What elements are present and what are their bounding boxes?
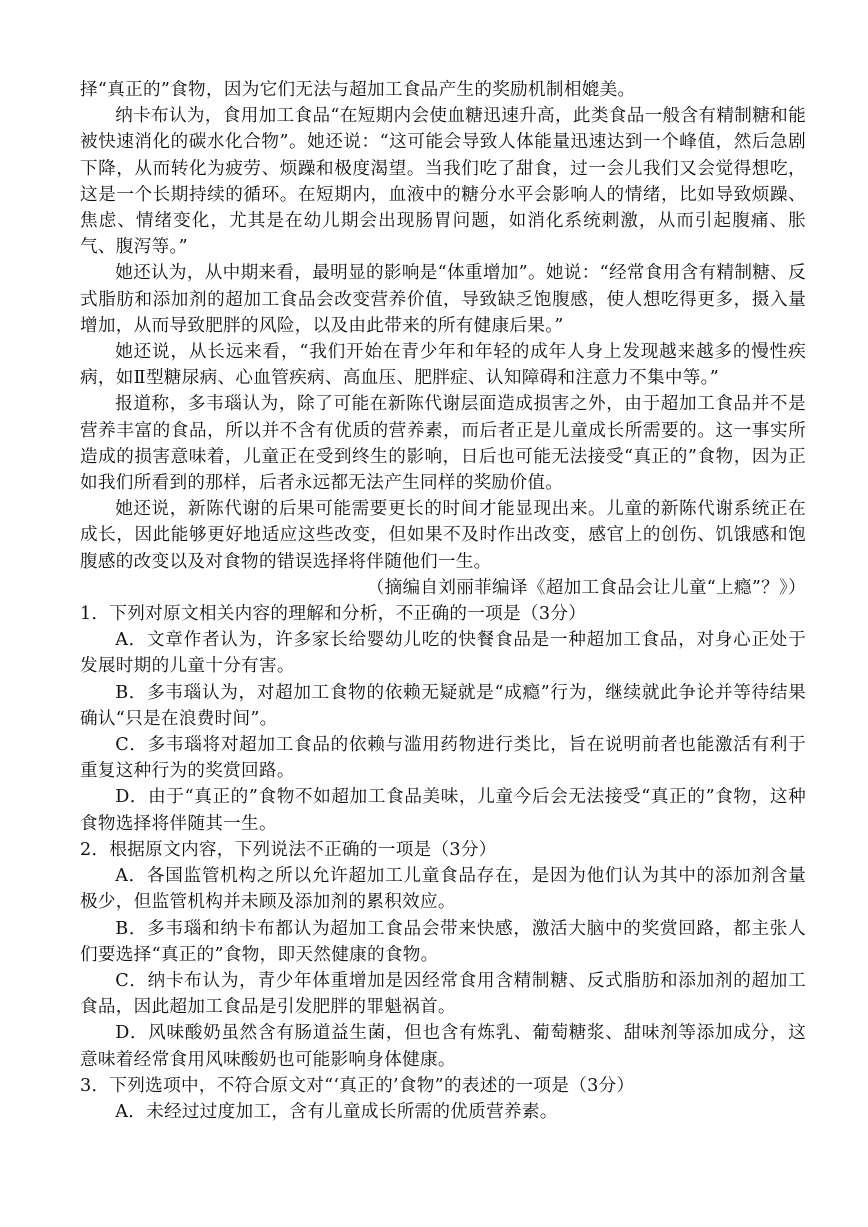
question-stem: 3．下列选项中，不符合原文对“‘真正的’食物”的表述的一项是（3分） [80, 1075, 635, 1096]
question-option: B．多韦瑙认为，对超加工食物的依赖无疑就是“成瘾”行为，继续就此争论并等待结果确认“只是在浪费时间”。 [80, 682, 806, 729]
passage-paragraph: 报道称，多韦瑙认为，除了可能在新陈代谢层面造成损害之外，由于超加工食品并不是营养丰富的食品，所以并不含有优质的营养素，而后者正是儿童成长所需要的。这一事实所造成的损害意味着，儿童正在受到终生的影响，日后也可能无法接受“真正的”食物，因为正如我们所看到的那样，后者永远都无法产生同样的奖励价值。 [80, 394, 806, 494]
question-option: A．未经过过度加工，含有儿童成长所需的优质营养素。 [115, 1101, 558, 1122]
question-3 [80, 1073, 806, 1125]
question-stem: 2．根据原文内容，下列说法不正确的一项是（3分） [80, 839, 497, 860]
question-option: D．风味酸奶虽然含有肠道益生菌，但也含有炼乳、葡萄糖浆、甜味剂等添加成分，这意味着经常食用风味酸奶也可能影响身体健康。 [80, 1023, 806, 1070]
question-stem: 1．下列对原文相关内容的理解和分析，不正确的一项是（3分） [80, 604, 587, 625]
question-option: A．文章作者认为，许多家长给婴幼儿吃的快餐食品是一种超加工食品，对身心正处于发展时期的儿童十分有害。 [80, 630, 806, 677]
question-option: A．各国监管机构之所以允许超加工儿童食品存在，是因为他们认为其中的添加剂含量极少，但监管机构并未顾及添加剂的累积效应。 [80, 866, 806, 913]
question-option: D．由于“真正的”食物不如超加工食品美味，儿童今后会无法接受“真正的”食物，这种食物选择将伴随其一生。 [80, 787, 806, 834]
passage-paragraph: 她还认为，从中期来看，最明显的影响是“体重增加”。她说：“经常食用含有精制糖、反式脂肪和添加剂的超加工食品会改变营养价值，导致缺乏饱腹感，使人想吃得更多，摄入量增加，从而导致肥胖的风险，以及由此带来的所有健康后果。” [80, 263, 806, 336]
question-option: C．纳卡布认为，青少年体重增加是因经常食用含精制糖、反式脂肪和添加剂的超加工食品，因此超加工食品是引发肥胖的罪魁祸首。 [80, 970, 806, 1018]
passage-paragraph: 择“真正的”食物，因为它们无法与超加工食品产生的奖励机制相媲美。 [80, 80, 636, 100]
source-citation: （摘编自刘丽菲编译《超加工食品会让儿童“上瘾”？》） [366, 577, 806, 598]
question-2 [80, 837, 806, 1073]
question-1 [80, 601, 806, 837]
question-option: C．多韦瑙将对超加工食品的依赖与滥用药物进行类比，旨在说明前者也能激活有利于重复这种行为的奖赏回路。 [80, 735, 806, 782]
question-option: B．多韦瑙和纳卡布都认为超加工食品会带来快感，激活大脑中的奖赏回路，都主张人们要选择“真正的”食物，即天然健康的食物。 [80, 918, 806, 965]
passage-paragraph: 纳卡布认为，食用加工食品“在短期内会使血糖迅速升高，此类食品一般含有精制糖和能被快速消化的碳水化合物”。她还说：“这可能会导致人体能量迅速达到一个峰值，然后急剧下降，从而转化为疲劳、烦躁和极度渴望。当我们吃了甜食，过一会儿我们又会觉得想吃，这是一个长期持续的循环。在短期内，血液中的糖分水平会影响人的情绪，比如导致烦躁、焦虑、情绪变化，尤其是在幼儿期会出现肠胃问题，如消化系统刺激，从而引起腹痛、胀气、腹泻等。” [80, 106, 806, 258]
passage [80, 77, 806, 601]
passage-paragraph: 她还说，新陈代谢的后果可能需要更长的时间才能显现出来。儿童的新陈代谢系统正在成长，因此能够更好地适应这些改变，但如果不及时作出改变，感官上的创伤、饥饿感和饱腹感的改变以及对食物的错误选择将伴随他们一生。 [80, 499, 806, 572]
passage-paragraph: 她还说，从长远来看，“我们开始在青少年和年轻的成年人身上发现越来越多的慢性疾病，如Ⅱ型糖尿病、心血管疾病、高血压、肥胖症、认知障碍和注意力不集中等。” [80, 342, 806, 389]
